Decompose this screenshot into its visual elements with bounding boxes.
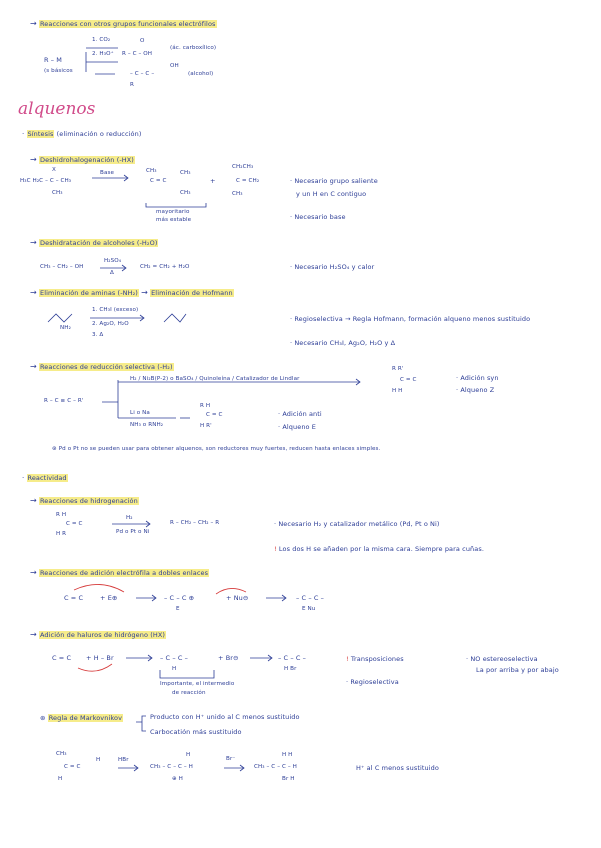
atom-label: H (172, 666, 177, 672)
section-heading: → Deshidratación de alcoholes (-H₂O) (30, 238, 158, 247)
atom-label: OH (170, 63, 179, 69)
atom-label: O (140, 38, 145, 44)
molecule: CH₃ – C – C – H (254, 764, 297, 770)
note: más estable (156, 217, 192, 223)
molecule: R – C ≡ C – R' (44, 398, 84, 404)
note: de reacción (172, 690, 206, 696)
note: ⊛ Pd o Pt no se pueden usar para obtener alquenos, son reductores muy fuertes, reducen hasta enlaces simples. (52, 446, 381, 452)
reagent: Pd o Pt o Ni (116, 529, 150, 535)
note: · Necesario CH₃I, Ag₂O, H₂O y Δ (290, 339, 396, 347)
intermediate: CH₃ – C – C – H (150, 764, 193, 770)
section-heading: → Reacciones de reducción selectiva (-H₂) (30, 362, 173, 371)
reagent: 1. CH₃I (exceso) (92, 307, 139, 313)
molecule: CH₂ = CH₂ + H₂O (140, 264, 190, 270)
atom-label: R (130, 82, 134, 88)
page-title: alquenos (18, 99, 96, 119)
section-heading: → Deshidrohalogenación (-HX) (30, 155, 134, 164)
molecule: C = C (206, 412, 223, 418)
reagent: + H – Br (86, 654, 114, 662)
atom-label: ⊕ H (172, 776, 183, 782)
reagent: NH₃ o RNH₂ (130, 422, 164, 428)
atom-label: CH₃ (56, 751, 67, 757)
molecule: C = C (52, 654, 72, 662)
note: · Necesario H₂ y catalizador metálico (Pd, Pt o Ni) (274, 520, 440, 528)
atom-label: H (58, 776, 63, 782)
atom-label: H H (282, 752, 293, 758)
subsection-label: · Síntesis (eliminación o reducción) (22, 130, 142, 138)
note: La por arriba y por abajo (476, 666, 559, 674)
section-heading: → Eliminación de aminas (-NH₂) → Eliminación de Hofmann (30, 288, 233, 297)
atom-label: H (96, 757, 101, 763)
reagent: H₂ / Ni₂B(P-2) o BaSO₄ / Quinoleína / Catalizador de Lindlar (130, 376, 300, 382)
reagent: H₂SO₄ (104, 258, 122, 264)
molecule: – C – C – (278, 654, 306, 662)
note: (alcohol) (188, 71, 214, 77)
reagent: + Nu⊖ (226, 594, 249, 602)
atom-label: CH₃ (180, 170, 191, 176)
reagent: + E⊕ (100, 594, 118, 602)
molecule: – C – C – (130, 71, 155, 77)
reagent: Li o Na (130, 410, 150, 416)
atom-label: R H (56, 512, 67, 518)
atom-label: X (52, 167, 56, 173)
molecule: R – CH₂ – CH₂ – R (170, 520, 220, 526)
atom-label: CH₃ (52, 190, 63, 196)
note: Importante, el intermedio (160, 681, 235, 687)
atom-label: R H (200, 403, 211, 409)
section-heading: → Reacciones de adición electrófila a dobles enlaces (30, 568, 209, 577)
note: · Necesario H₂SO₄ y calor (290, 263, 375, 271)
note: mayoritario (156, 209, 190, 215)
reagent: H₂ (126, 515, 133, 521)
molecule: C = C (64, 594, 84, 602)
molecule: C = C (150, 178, 167, 184)
subsection-label: · Reactividad (22, 474, 67, 482)
reagent-rm: R – M (44, 56, 63, 64)
note: (s básicos (44, 68, 73, 74)
atom-label: H Br (284, 666, 297, 672)
atom-label: CH₂CH₃ (232, 164, 254, 170)
reagent: Δ (110, 270, 114, 276)
rule: Producto con H⁺ unido al C menos sustituido (150, 713, 300, 721)
reagent: 1. CO₂ (92, 37, 111, 43)
reagent: 2. Ag₂O, H₂O (92, 321, 129, 327)
section-heading: ⊛ Regla de Markovnikov (40, 714, 123, 722)
molecule: H₃C H₂C – C – CH₃ (20, 178, 72, 184)
atom-label: H (186, 752, 191, 758)
note: · Alqueno E (278, 423, 317, 431)
section-heading: → Reacciones de hidrogenación (30, 496, 138, 505)
atom-label: H R (56, 531, 67, 537)
intermediate: – C – C – (160, 654, 188, 662)
note: · Adición syn (456, 374, 499, 382)
atom-label: E (176, 606, 180, 612)
reagent: Base (100, 170, 115, 176)
note: · Regioselectiva → Regla Hofmann, formación alqueno menos sustituido (290, 315, 531, 323)
molecule: CH₃ – CH₂ – OH (40, 264, 84, 270)
molecule: C = C (400, 377, 417, 383)
molecule: – C – C – (296, 594, 324, 602)
atom-label: NH₂ (60, 325, 71, 331)
note: · Adición anti (278, 410, 322, 418)
molecule: R – C – OH (122, 51, 153, 57)
reagent: HBr (118, 757, 129, 763)
reagent: 2. H₃O⁺ (92, 51, 114, 57)
reagent: + Br⊖ (218, 654, 239, 662)
atom-label: CH₃ (180, 190, 191, 196)
section-heading: → Adición de haluros de hidrógeno (HX) (30, 630, 166, 639)
atom-label: H R' (200, 423, 212, 429)
molecule: C = C (66, 521, 83, 527)
atom-label: CH₃ (146, 168, 157, 174)
atom-label: Br H (282, 776, 295, 782)
note: ! Transposiciones (346, 655, 404, 663)
reagent: 3. Δ (92, 332, 104, 338)
atom-label: E Nu (302, 606, 316, 612)
note: · Alqueno Z (456, 386, 495, 394)
note: · NO estereoselectiva (466, 655, 538, 663)
reagent: Br⁻ (226, 756, 236, 762)
note: · Regioselectiva (346, 678, 399, 686)
section-heading: → Reacciones con otros grupos funcionales electrófilos (30, 19, 216, 28)
molecule: C = C (64, 764, 81, 770)
note: · Necesario grupo saliente (290, 177, 378, 185)
atom-label: H H (392, 388, 403, 394)
plus-sign: + (210, 177, 216, 185)
note: · Necesario base (290, 213, 346, 221)
rule: Carbocatión más sustituido (150, 728, 242, 736)
atom-label: CH₃ (232, 191, 243, 197)
note: (ác. carboxílico) (170, 45, 217, 51)
note: H⁺ al C menos sustituido (356, 764, 439, 772)
atom-label: R R' (392, 366, 404, 372)
molecule: C = CH₂ (236, 178, 260, 184)
note: y un H en C contiguo (296, 190, 367, 198)
note: ! Los dos H se añaden por la misma cara. Siempre para cuñas. (274, 545, 484, 553)
intermediate: – C – C ⊕ (164, 594, 195, 602)
